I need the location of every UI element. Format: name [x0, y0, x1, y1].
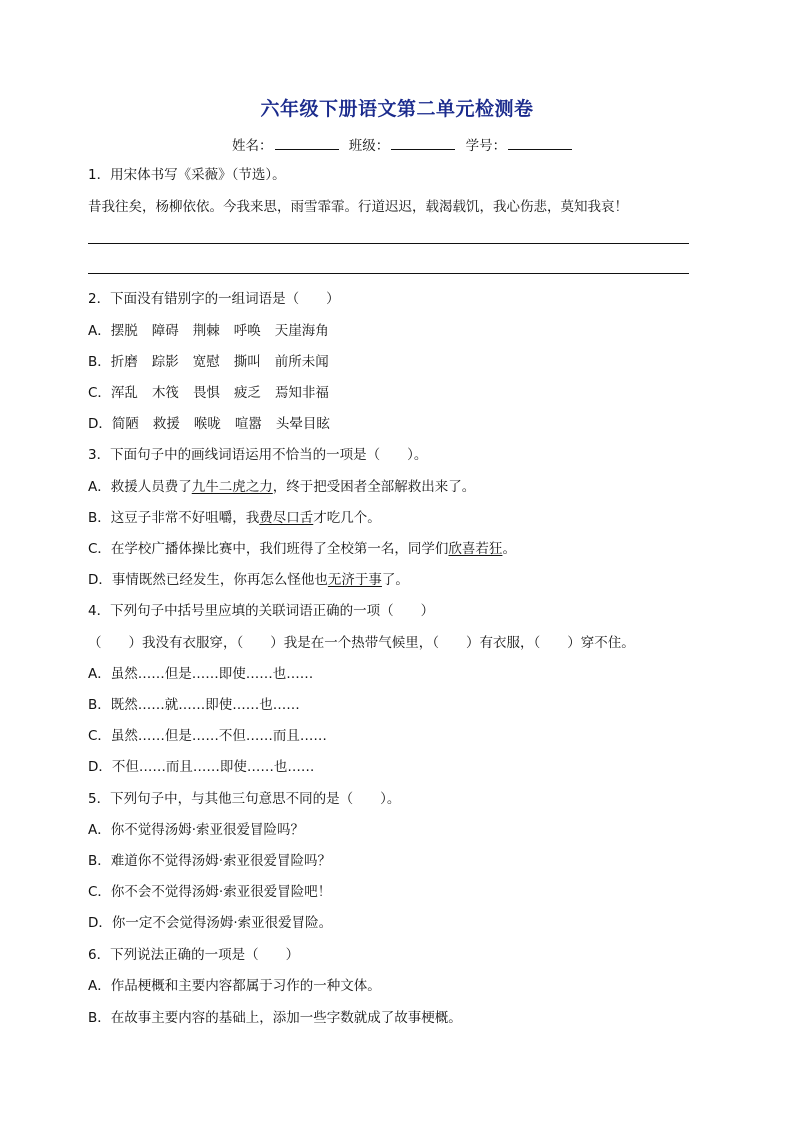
q1-poem-text: 昔我往矣，杨柳依依。今我来思，雨雪霏霏。行道迟迟，载渴载饥，我心伤悲，莫知我哀！ — [88, 199, 628, 215]
option-word: 障碍 — [151, 323, 179, 339]
option-word: 荆棘 — [192, 323, 220, 339]
q3-option-a[interactable] — [88, 478, 475, 496]
number-label: 学号： — [465, 138, 507, 154]
option-word: 天崖海角 — [274, 323, 329, 339]
q5-option-a[interactable]: A．你不觉得汤姆·索亚很爱冒险吗？ — [88, 822, 305, 838]
underlined-phrase: 九牛二虎之力 — [191, 479, 273, 495]
q5-stem: 5．下列句子中，与其他三句意思不同的是（ ）。 — [88, 791, 401, 807]
q3-option-d[interactable] — [88, 571, 409, 589]
q6-option-a[interactable]: A．作品梗概和主要内容都属于习作的一种文体。 — [88, 978, 381, 994]
option-word: 喧嚣 — [234, 416, 262, 432]
option-word: 浑乱 — [110, 385, 138, 401]
q1-answer-line-1[interactable] — [88, 243, 689, 244]
option-text: 。 — [502, 541, 516, 557]
q5-option-b[interactable]: B．难道你不觉得汤姆·索亚很爱冒险吗？ — [88, 853, 332, 869]
page-title: 六年级下册语文第二单元检测卷 — [260, 98, 534, 120]
q4-option-d[interactable]: D．不但……而且……即使……也…… — [88, 759, 315, 775]
name-label: 姓名： — [232, 138, 273, 154]
name-blank[interactable] — [275, 136, 339, 150]
option-label: D． — [88, 416, 112, 432]
option-word: 简陋 — [111, 416, 139, 432]
q2-option-d[interactable] — [88, 415, 344, 433]
option-word: 疲乏 — [233, 385, 261, 401]
class-blank[interactable] — [391, 136, 455, 150]
class-label: 班级： — [348, 138, 390, 154]
option-word: 踪影 — [151, 354, 179, 370]
option-word: 木筏 — [151, 385, 179, 401]
option-label: B． — [88, 354, 111, 370]
option-word: 前所未闻 — [274, 354, 329, 370]
q4-option-a[interactable]: A．虽然……但是……即使……也…… — [88, 666, 314, 682]
q4-option-b[interactable]: B．既然……就……即使……也…… — [88, 697, 300, 713]
option-word: 救援 — [152, 416, 180, 432]
q2-option-c[interactable] — [88, 384, 343, 402]
option-word: 喉咙 — [193, 416, 221, 432]
q3-option-b[interactable] — [88, 509, 381, 527]
q4-stem: 4．下列句子中括号里应填的关联词语正确的一项（ ） — [88, 603, 435, 619]
q1-answer-line-2[interactable] — [88, 273, 689, 274]
option-text: D．事情既然已经发生，你再怎么怪他也 — [88, 572, 328, 588]
option-text: 了。 — [381, 572, 409, 588]
q6-option-b[interactable]: B．在故事主要内容的基础上，添加一些字数就成了故事梗概。 — [88, 1010, 462, 1026]
q3-option-c[interactable] — [88, 540, 516, 558]
option-word: 宽慰 — [192, 354, 220, 370]
q3-stem: 3．下面句子中的画线词语运用不恰当的一项是（ ）。 — [88, 447, 428, 463]
q1-stem: 1．用宋体书写《采薇》（节选）。 — [88, 167, 286, 183]
q6-stem: 6．下列说法正确的一项是（ ） — [88, 947, 300, 963]
q2-option-b[interactable] — [88, 353, 343, 371]
option-text: C．在学校广播体操比赛中，我们班得了全校第一名，同学们 — [88, 541, 449, 557]
option-word: 撕叫 — [233, 354, 261, 370]
q5-option-d[interactable]: D．你一定不会觉得汤姆·索亚很爱冒险。 — [88, 915, 333, 931]
underlined-phrase: 欣喜若狂 — [448, 541, 503, 557]
number-blank[interactable] — [508, 136, 572, 150]
option-word: 摆脱 — [110, 323, 138, 339]
option-text: A．救援人员费了 — [88, 479, 192, 495]
q4-option-c[interactable]: C．虽然……但是……不但……而且…… — [88, 728, 327, 744]
option-text: ，终于把受困者全部解救出来了。 — [272, 479, 476, 495]
option-word: 焉知非福 — [274, 385, 329, 401]
option-text: 才吃几个。 — [313, 510, 381, 526]
option-word: 折磨 — [110, 354, 138, 370]
underlined-phrase: 费尽口舌 — [259, 510, 314, 526]
q2-stem: 2．下面没有错别字的一组词语是（ ） — [88, 291, 340, 307]
option-text: B．这豆子非常不好咀嚼，我 — [88, 510, 260, 526]
option-word: 头晕目眩 — [275, 416, 330, 432]
option-word: 呼唤 — [233, 323, 261, 339]
q2-option-a[interactable] — [88, 322, 343, 340]
option-label: A． — [88, 323, 111, 339]
option-word: 畏惧 — [192, 385, 220, 401]
option-label: C． — [88, 385, 111, 401]
student-info-row — [232, 134, 578, 154]
underlined-phrase: 无济于事 — [327, 572, 382, 588]
q4-sentence: （ ）我没有衣服穿，（ ）我是在一个热带气候里，（ ）有衣服，（ ）穿不住。 — [88, 635, 635, 651]
q5-option-c[interactable]: C．你不会不觉得汤姆·索亚很爱冒险吧！ — [88, 884, 332, 900]
